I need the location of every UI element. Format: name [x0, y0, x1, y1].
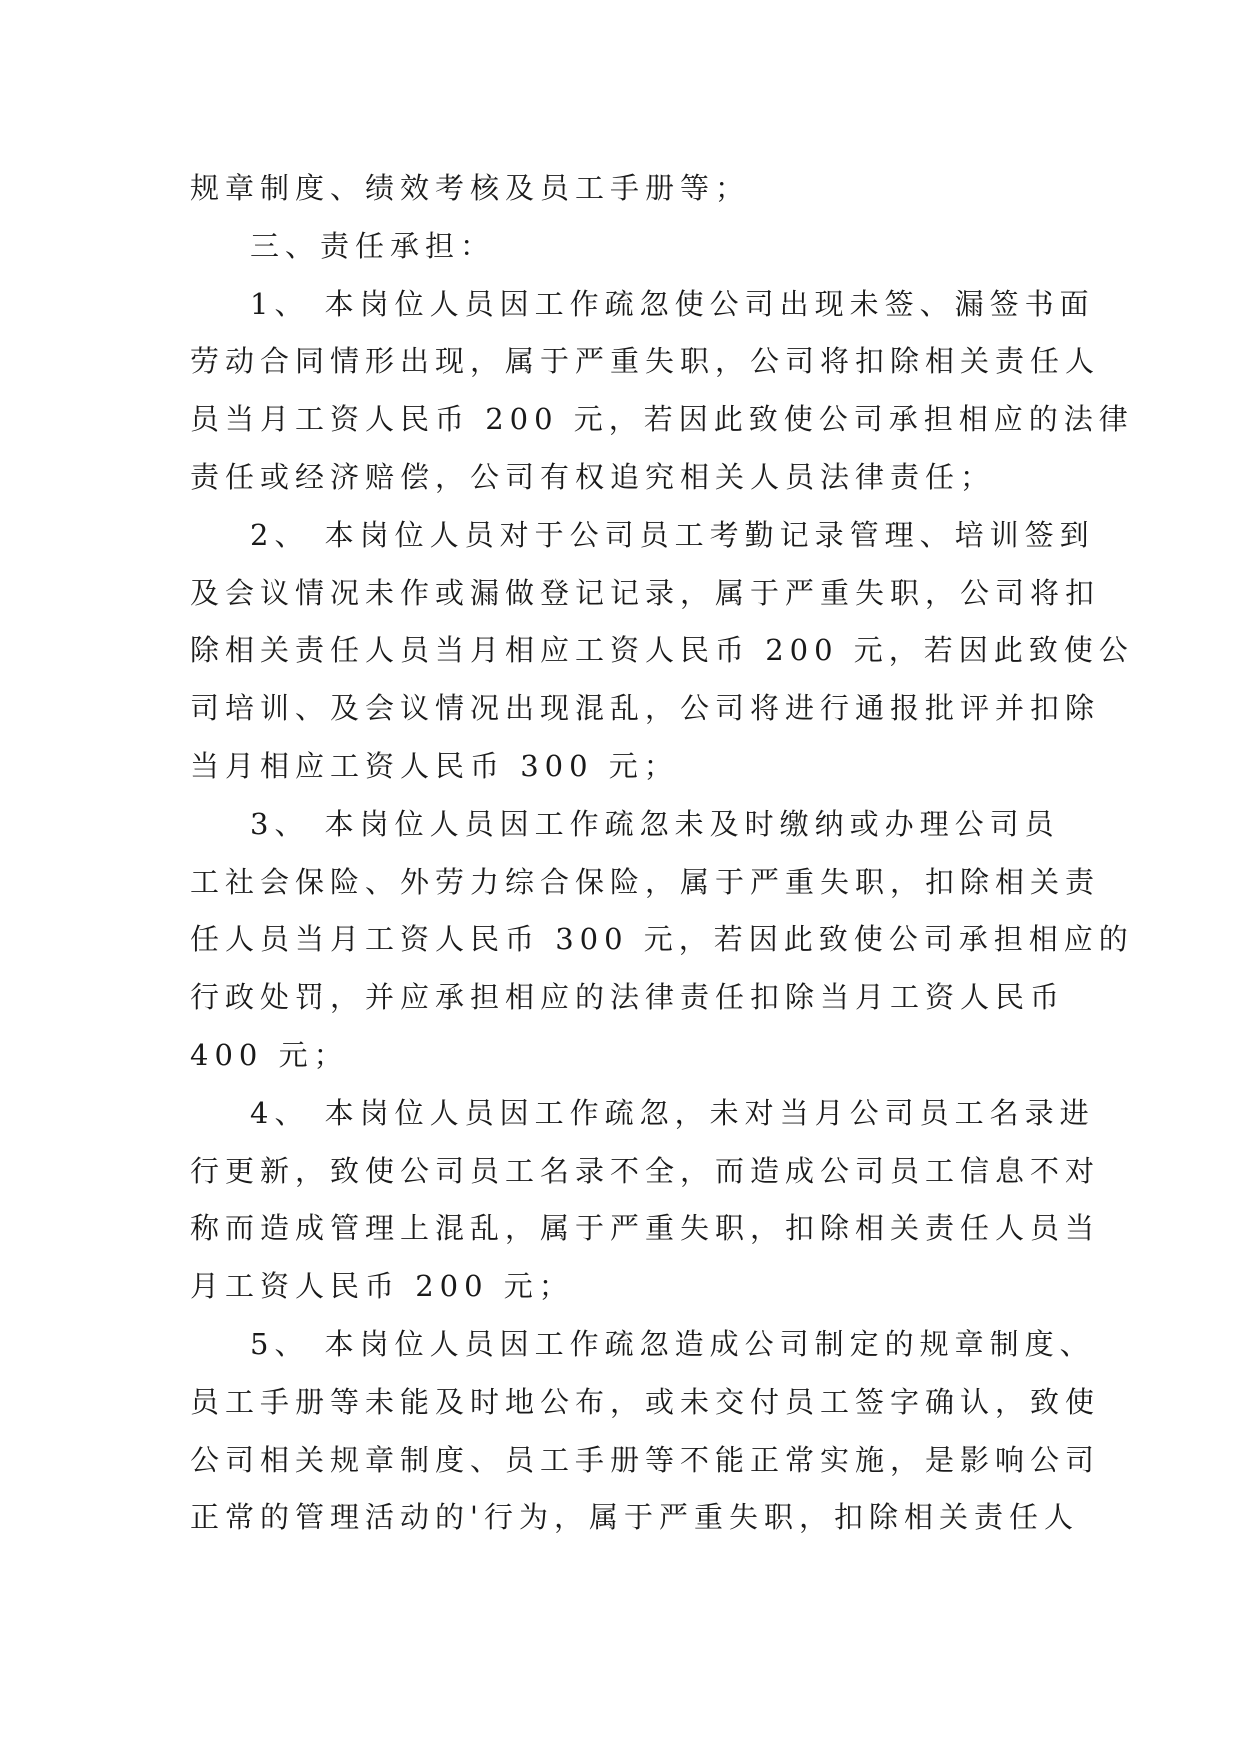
text-line: 行更新，致使公司员工名录不全，而造成公司员工信息不对	[190, 1153, 1101, 1188]
text-line: 2、 本岗位人员对于公司员工考勤记录管理、培训签到	[250, 517, 1095, 552]
text-line: 3、 本岗位人员因工作疏忽未及时缴纳或办理公司员	[250, 806, 1060, 841]
text-line: 当月相应工资人民币 300 元；	[190, 748, 679, 783]
text-line: 月工资人民币 200 元；	[190, 1269, 574, 1304]
text-line: 400 元；	[190, 1037, 349, 1072]
text-line: 员工手册等未能及时地公布，或未交付员工签字确认，致使	[190, 1384, 1101, 1419]
text-line: 劳动合同情形出现，属于严重失职，公司将扣除相关责任人	[190, 344, 1101, 379]
document-body	[190, 160, 1134, 1547]
text-line: 称而造成管理上混乱，属于严重失职，扣除相关责任人员当	[190, 1211, 1101, 1246]
text-line: 公司相关规章制度、员工手册等不能正常实施，是影响公司	[190, 1442, 1101, 1477]
text-line: 员当月工资人民币 200 元，若因此致使公司承担相应的法律	[190, 402, 1134, 437]
text-line: 三、责任承担：	[250, 228, 496, 263]
text-line: 正常的管理活动的'行为，属于严重失职，扣除相关责任人	[190, 1500, 1079, 1535]
text-line: 行政处罚，并应承担相应的法律责任扣除当月工资人民币	[190, 980, 1066, 1015]
text-line: 1、 本岗位人员因工作疏忽使公司出现未签、漏签书面	[250, 286, 1095, 321]
text-line: 4、 本岗位人员因工作疏忽，未对当月公司员工名录进	[250, 1095, 1095, 1130]
text-line: 工社会保险、外劳力综合保险，属于严重失职，扣除相关责	[190, 864, 1101, 899]
text-line: 司培训、及会议情况出现混乱，公司将进行通报批评并扣除	[190, 691, 1101, 726]
text-line: 及会议情况未作或漏做登记记录，属于严重失职，公司将扣	[190, 575, 1101, 610]
text-line: 除相关责任人员当月相应工资人民币 200 元，若因此致使公	[190, 633, 1134, 668]
text-line: 规章制度、绩效考核及员工手册等；	[190, 171, 751, 205]
text-line: 任人员当月工资人民币 300 元，若因此致使公司承担相应的	[190, 922, 1134, 957]
text-line: 5、 本岗位人员因工作疏忽造成公司制定的规章制度、	[250, 1326, 1095, 1361]
text-line: 责任或经济赔偿，公司有权追究相关人员法律责任；	[190, 459, 996, 494]
